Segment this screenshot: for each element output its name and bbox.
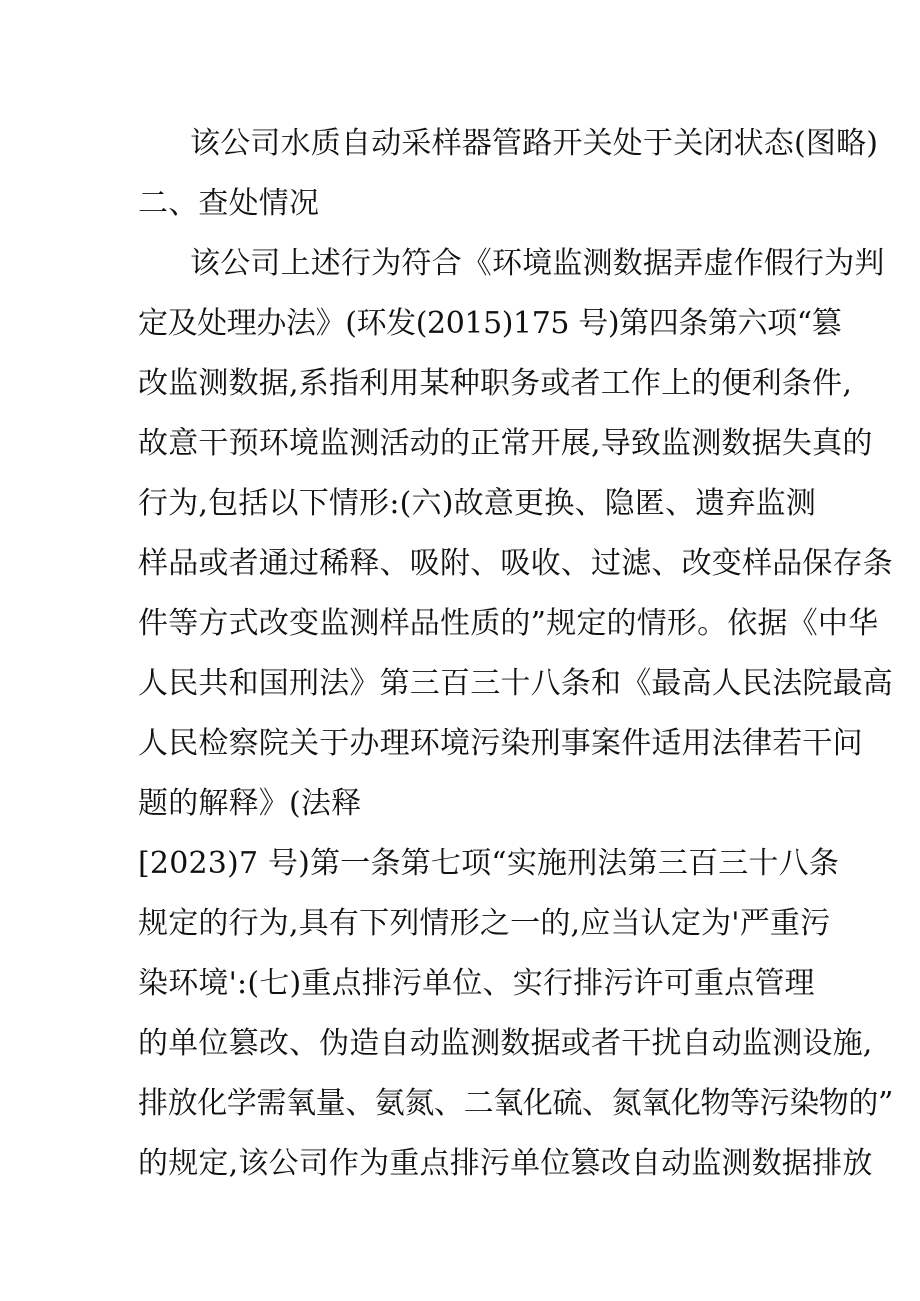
paragraph-line-9: 件等方式改变监测样品性质的”规定的情形。依据《中华	[138, 606, 879, 641]
paragraph-line-3: 该公司上述行为符合《环境监测数据弄虚作假行为判	[190, 246, 885, 281]
paragraph-line-14: 规定的行为,具有下列情形之一的,应当认定为'严重污	[138, 906, 831, 941]
paragraph-line-5: 改监测数据,系指利用某种职务或者工作上的便利条件,	[138, 366, 853, 401]
section-heading: 二、查处情况	[138, 186, 320, 221]
paragraph-line-1: 该公司水质自动采样器管路开关处于关闭状态(图略)	[190, 126, 879, 161]
paragraph-line-6: 故意干预环境监测活动的正常开展,导致监测数据失真的	[138, 426, 873, 461]
paragraph-line-4: 定及处理办法》(环发(2015)175 号)第四条第六项“篡	[138, 306, 842, 341]
paragraph-line-18: 的规定,该公司作为重点排污单位篡改自动监测数据排放	[138, 1146, 873, 1181]
paragraph-line-17: 排放化学需氧量、氨氮、二氧化硫、氮氧化物等污染物的”	[138, 1086, 893, 1121]
paragraph-line-13: [2023)7 号)第一条第七项“实施刑法第三百三十八条	[138, 846, 840, 881]
paragraph-line-12: 题的解释》(法释	[138, 786, 362, 821]
paragraph-line-16: 的单位篡改、伪造自动监测数据或者干扰自动监测设施,	[138, 1026, 873, 1061]
paragraph-line-10: 人民共和国刑法》第三百三十八条和《最高人民法院最高	[138, 666, 893, 701]
paragraph-line-8: 样品或者通过稀释、吸附、吸收、过滤、改变样品保存条	[138, 546, 893, 581]
paragraph-line-11: 人民检察院关于办理环境污染刑事案件适用法律若干问	[138, 726, 863, 761]
paragraph-line-7: 行为,包括以下情形:(六)故意更换、隐匿、遗弃监测	[138, 486, 817, 521]
paragraph-line-15: 染环境':(七)重点排污单位、实行排污许可重点管理	[138, 966, 815, 1001]
